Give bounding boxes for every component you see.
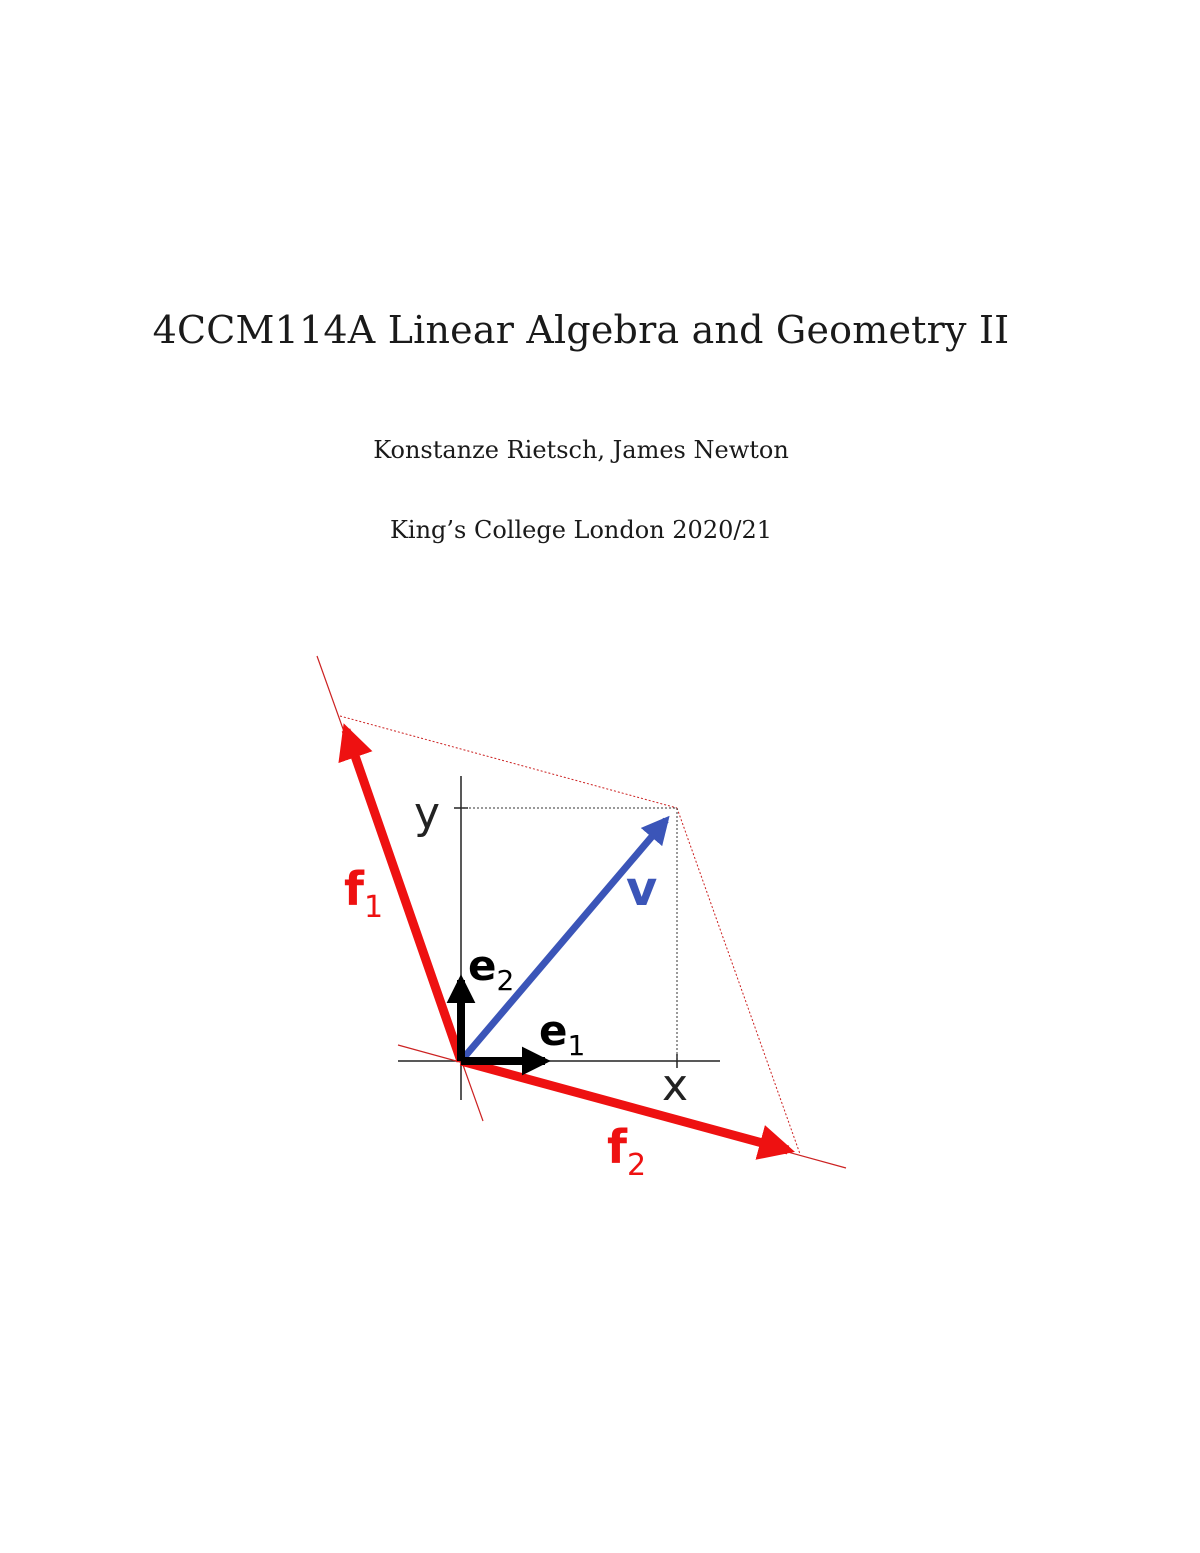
e1-label-subscript: 1: [567, 1029, 586, 1062]
parallelogram-right-edge: [677, 808, 800, 1154]
document-affiliation: King’s College London 2020/21: [389, 516, 772, 544]
x-axis-label: x: [662, 1060, 689, 1111]
y-axis-label: y: [414, 788, 441, 839]
v-label: v: [626, 861, 658, 917]
e2-label: [468, 941, 514, 997]
e1-label-base: e: [539, 1006, 568, 1055]
e2-label-subscript: 2: [496, 964, 515, 997]
e1-label: [539, 1006, 585, 1062]
f2-label: [607, 1120, 646, 1183]
f2-label-base: f: [607, 1120, 628, 1174]
f2-label-subscript: 2: [627, 1148, 647, 1183]
parallelogram-top-edge: [340, 716, 677, 808]
e2-label-base: e: [468, 941, 497, 990]
document-title: 4CCM114A Linear Algebra and Geometry II: [152, 308, 1010, 352]
f1-label: [344, 862, 383, 925]
f1-label-base: f: [344, 862, 365, 916]
f1-label-subscript: 1: [364, 890, 384, 925]
document-authors: Konstanze Rietsch, James Newton: [373, 436, 789, 464]
